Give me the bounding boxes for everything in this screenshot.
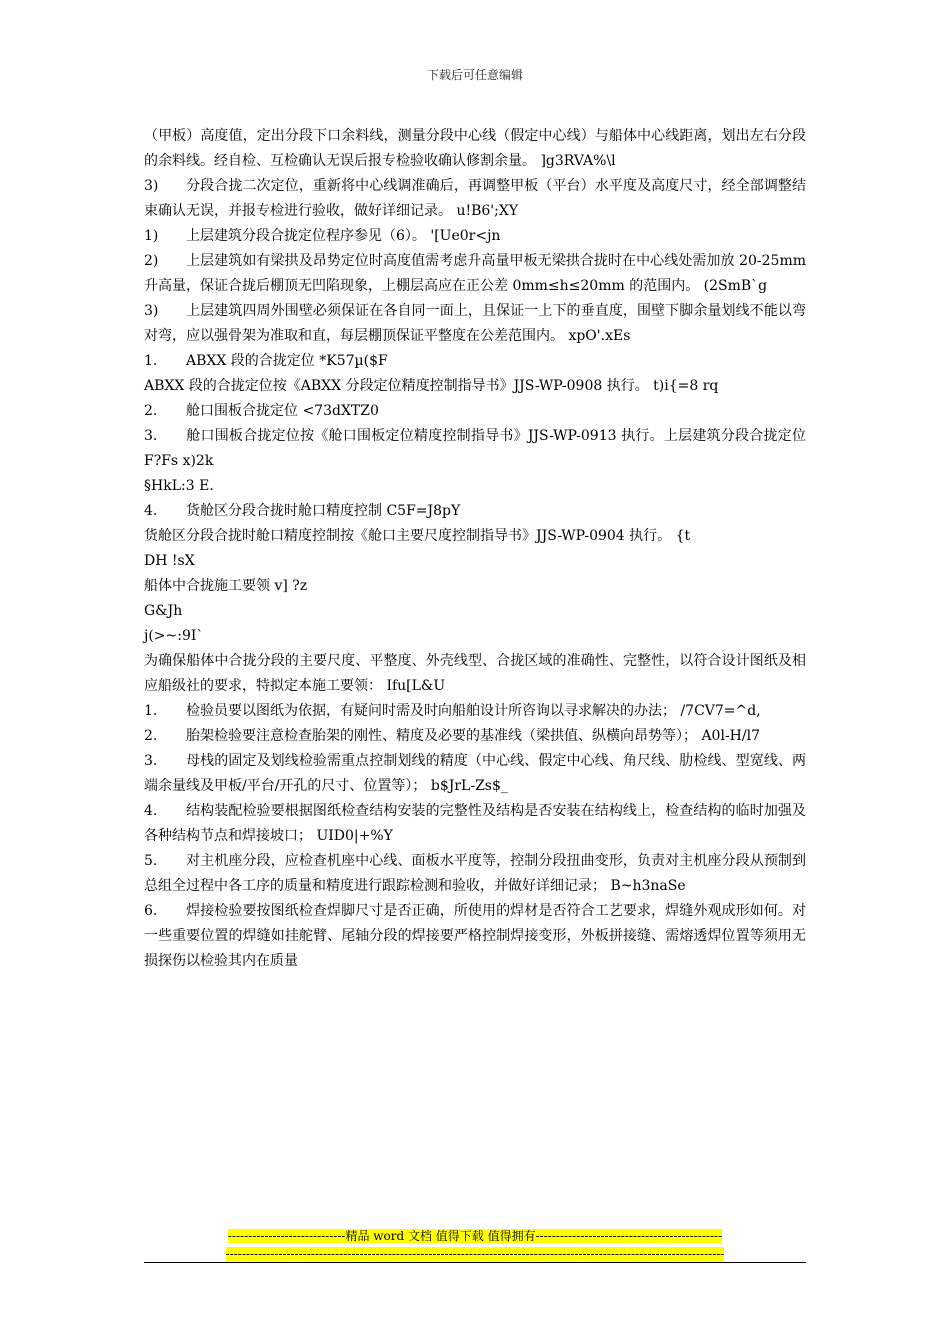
list-number: 2. (144, 403, 158, 419)
paragraph (144, 224, 806, 249)
paragraph-text: ABXX 段的合拢定位按《ABXX 分段定位精度控制指导书》JJS-WP-0908 执行。 t)i{=8 rq (144, 378, 719, 394)
footer-banner-line1: -----------------------------精品 word 文档 值得下载 值得拥有---------------------------------------------- (227, 1229, 723, 1243)
footer-divider (144, 1262, 806, 1263)
list-number: 3) (144, 178, 159, 194)
paragraph (144, 624, 806, 649)
paragraph-text: 分段合拢二次定位，重新将中心线调准确后，再调整甲板（平台）水平度及高度尺寸，经全部调整结束确认无误，并报专检进行验收，做好详细记录。 u!B6';XY (144, 178, 806, 219)
paragraph (144, 599, 806, 624)
paragraph (144, 524, 806, 549)
paragraph-text: 上层建筑如有梁拱及昂势定位时高度值需考虑升高量甲板无梁拱合拢时在中心线处需加放 20-25mm 升高量，保证合拢后棚顶无凹陷现象，上棚层高应在正公差 0mm≤h≤20mm 的范围内。 (2SmB`g (144, 253, 806, 294)
paragraph (144, 299, 806, 349)
paragraph (144, 474, 806, 499)
list-number: 2) (144, 253, 159, 269)
paragraph-text: ABXX 段的合拢定位 *K57µ($F (186, 353, 388, 369)
paragraph-text: j(>~:9I` (144, 628, 204, 644)
paragraph-text: （甲板）高度值，定出分段下口余料线，测量分段中心线（假定中心线）与船体中心线距离，划出左右分段的余料线。经自检、互检确认无误后报专检验收确认修割余量。 ]g3RVA%\l (144, 128, 806, 169)
paragraph (144, 799, 806, 849)
list-number: 3. (144, 428, 158, 444)
footer-banner-line2: --------------------------------------------------------------------------------------------------------------------------- (225, 1247, 725, 1261)
list-number: 1) (144, 228, 159, 244)
paragraph-text: G&Jh (144, 603, 183, 619)
paragraph (144, 749, 806, 799)
document-body (144, 124, 834, 974)
paragraph-text: 舱口围板合拢定位 <73dXTZ0 (186, 403, 379, 419)
page-footer (0, 1227, 950, 1263)
paragraph-text: 胎架检验要注意检查胎架的刚性、精度及必要的基准线（梁拱值、纵横向昂势等）； A0l-H/l7 (186, 728, 760, 744)
paragraph (144, 249, 806, 299)
paragraph-text: 舱口围板合拢定位按《舱口围板定位精度控制指导书》JJS-WP-0913 执行。上层建筑分段合拢定位 F?Fs x)2k (144, 428, 834, 469)
paragraph-text: 对主机座分段，应检查机座中心线、面板水平度等，控制分段扭曲变形，负责对主机座分段从预制到总组全过程中各工序的质量和精度进行跟踪检测和验收，并做好详细记录； B~h3naSe (144, 853, 806, 894)
paragraph-text: 母栈的固定及划线检验需重点控制划线的精度（中心线、假定中心线、角尺线、肋检线、型宽线、两端余量线及甲板/平台/开孔的尺寸、位置等）； b$JrL-Zs$_ (144, 753, 806, 794)
paragraph-text: 焊接检验要按图纸检查焊脚尺寸是否正确，所使用的焊材是否符合工艺要求，焊缝外观成形如何。对一些重要位置的焊缝如挂舵臂、尾轴分段的焊接要严格控制焊接变形，外板拼接缝、需熔透焊位置等须用无损探伤以检验其内在质量 (144, 903, 806, 969)
paragraph-text: §HkL:3 E. (144, 478, 214, 494)
paragraph (144, 124, 806, 174)
list-number: 3) (144, 303, 159, 319)
paragraph-text: 货舱区分段合拢时舱口精度控制按《舱口主要尺度控制指导书》JJS-WP-0904 执行。 {t (144, 528, 691, 544)
paragraph (144, 174, 806, 224)
paragraph-text: 检验员要以图纸为依据，有疑问时需及时向船舶设计所咨询以寻求解决的办法； /7CV7=^d, (186, 703, 761, 719)
paragraph-text: 上层建筑分段合拢定位程序参见（6）。 '[Ue0r<jn (186, 228, 501, 244)
paragraph (144, 649, 806, 699)
list-number: 3. (144, 753, 158, 769)
paragraph-text: 为确保船体中合拢分段的主要尺度、平整度、外壳线型、合拢区域的准确性、完整性，以符合设计图纸及相应船级社的要求，特拟定本施工要领： Ifu[L&U (144, 653, 806, 694)
paragraph (144, 374, 806, 399)
paragraph-text: 上层建筑四周外围壁必须保证在各自同一面上，且保证一上下的垂直度，围壁下脚余量划线不能以弯对弯，应以强骨架为准取和直，每层棚顶保证平整度在公差范围内。 xpO'.xEs (144, 303, 806, 344)
list-number: 5. (144, 853, 158, 869)
list-number: 4. (144, 503, 158, 519)
list-number: 4. (144, 803, 158, 819)
list-number: 6. (144, 903, 158, 919)
paragraph (144, 499, 806, 524)
list-number: 2. (144, 728, 158, 744)
list-number: 1. (144, 353, 158, 369)
paragraph (144, 399, 806, 424)
page-header: 下载后可任意编辑 (426, 68, 523, 82)
paragraph (144, 424, 834, 474)
paragraph-text: 船体中合拢施工要领 v] ?z (144, 578, 308, 594)
paragraph (144, 574, 806, 599)
paragraph (144, 724, 806, 749)
paragraph (144, 699, 806, 724)
paragraph (144, 899, 806, 974)
paragraph-text: DH !sX (144, 553, 195, 569)
paragraph (144, 849, 806, 899)
paragraph-text: 结构装配检验要根据图纸检查结构安装的完整性及结构是否安装在结构线上，检查结构的临时加强及各种结构节点和焊接坡口； UID0|+%Y (144, 803, 806, 844)
paragraph (144, 549, 806, 574)
paragraph-text: 货舱区分段合拢时舱口精度控制 C5F=J8pY (186, 503, 461, 519)
list-number: 1. (144, 703, 158, 719)
paragraph (144, 349, 806, 374)
